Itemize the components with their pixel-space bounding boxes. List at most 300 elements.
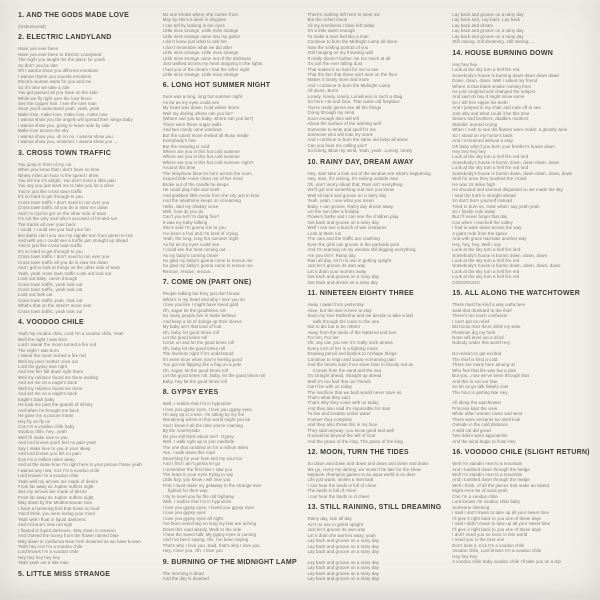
lyric-line: And I tumbled down through the hedge (452, 477, 530, 483)
lyric-line: Soon enough time will tell (307, 115, 359, 121)
lyric-line: Yeah well I float in liquid darkness (18, 516, 86, 522)
lyric-line: Nobody under this world Hey (452, 340, 511, 346)
song-title: 7. COME ON (PART ONE) (162, 279, 252, 287)
lyric-line: So many people live in make believe (162, 313, 236, 319)
lyric-line: Oh, baby let the good times roll (162, 345, 226, 351)
lyric-line: And with you I could see a traffic jam straight up ahead (18, 237, 128, 243)
lyric-line: To live and breathe under water (307, 411, 371, 417)
lyric-line: The lands is full of cheer (307, 488, 357, 494)
lyric-line: And set me on a eagle's back (18, 391, 78, 397)
lyric-line: And I continue to burn the Midnight Lamp (307, 82, 391, 88)
lyric-line: Electric woman waits for you and me (18, 79, 92, 85)
lyric-line: Hello, said my shakey voice (162, 203, 219, 209)
lyric-line: He could play hide and seek (162, 187, 220, 193)
song-title: 10. RAINY DAY, DREAM AWAY (307, 158, 414, 166)
lyric-line: Bizzness man there drink my wine (452, 324, 521, 330)
lyric-line: Way down in California New York drowned as we have known (18, 538, 141, 544)
song-title: 4. VOODOO CHILE (18, 319, 84, 327)
lyric-line: (Where can you be baby, where can you be?) (162, 116, 254, 122)
song-title: 9. BURNING OF THE MIDNIGHT LAMP (162, 558, 297, 566)
lyric-line: I can hear the lands is of cheer (307, 493, 370, 499)
lyric-line: And I continue to burn the same old lamp all alone (307, 137, 409, 143)
lyric-line: And I jumped in my chair and rode off to see (452, 105, 541, 111)
lyrics-column-3 (308, 12, 444, 600)
lyrics-column-1 (18, 12, 154, 600)
lyric-line: There's too much confusion (452, 313, 508, 319)
lyric-line: People talking but they just don't know (162, 291, 240, 297)
lyric-line: And lord knows you felt no pain (18, 451, 81, 457)
lyric-line: But the cutest move melted all those inside (162, 132, 249, 138)
lyric-line: But darlin can't you see my signals turn from green to red (18, 232, 133, 238)
lyric-line: Look at the sky turn a hell fire red lord (452, 165, 529, 171)
lyric-line: I don't know just what to ask her (162, 39, 228, 45)
song-title: 6. LONG HOT SUMMER NIGHT (162, 82, 271, 90)
lyrics-column-2 (163, 12, 299, 600)
lyric-line: Little miss strange, Little miss strange (162, 28, 239, 34)
lyric-line: And Arizona's new red sign (18, 522, 73, 528)
lyric-line: Well sit back and groove on a rainy day (307, 192, 387, 198)
lyric-line: Cross town traffic, yeah look out (18, 287, 83, 293)
lyric-line: They said anyway: you know good and well (307, 427, 395, 433)
lyric-line: Look at them run (307, 230, 342, 236)
lyric-line: He shouted and seemed disgusted so we made the sky (452, 187, 563, 193)
lyric-line: As far as my eyes could see (162, 99, 220, 105)
lyric-line: Little boy, you know I will love you (162, 477, 231, 483)
lyric-line: Lay back and groove on a rainy day (307, 548, 379, 554)
lyric-line: You tell me it's alright, You don't mind a little pain (18, 177, 116, 183)
lyric-line: Lord the gypsy was right (18, 364, 67, 370)
lyric-line: And I'm teaming on my window still digging everything (307, 247, 416, 253)
lyric-line: Wondering where in this world might you be (162, 417, 251, 423)
lyric-line: Rainy day, rain all day (307, 516, 352, 522)
lyric-line: Outside in the cold distance (452, 422, 508, 428)
lyric-line: Well my poor mother cries out (18, 358, 78, 364)
lyric-line: Little miss strange came out of the darkness (162, 55, 252, 61)
lyric-line: It's just the ever falling dust (307, 61, 363, 67)
lyric-line: Now the smiling portrait of you (307, 44, 369, 50)
lyric-line: I wanna say now, Cos I'm a voodoo chile (18, 467, 100, 473)
lyric-line: Hey, man take a look out of the window see what's happening (307, 170, 431, 176)
lyric-line: walk through the noise to the sea (307, 318, 380, 324)
lyric-line: The machine that we built would never save us (307, 389, 402, 395)
lyric-line: Might even be of sand yeah (452, 488, 508, 494)
lyric-line: As far as my eyes could see (162, 241, 220, 247)
lyric-line: When I rush to see the flames were makin' a ghostly wine (452, 127, 568, 133)
lyric-line: And grabbed little Annie from the city just in time (162, 192, 260, 198)
song-title: 1. AND THE GODS MADE LOVE (18, 12, 130, 19)
lyric-line: And with grace had take another way (452, 236, 527, 242)
lyric-line: He took me past the guards of infinity (18, 402, 93, 408)
lyric-line: The night I was born (18, 347, 59, 353)
lyric-line: The tears in your eyes trying to say (162, 471, 234, 477)
lyric-line: Oh baby why'd you burn your brother's house down (452, 143, 555, 149)
lyric-line: You jump in front of my car (18, 161, 72, 167)
lyric-line: And they also said it's impossible for man (307, 405, 391, 411)
lyric-line: Oh I wanna show you different emotions (18, 68, 99, 74)
lyric-line: Somebody's house is burnin down, down, down (452, 252, 548, 258)
lyric-line: I don't need you no more in this world (452, 531, 528, 537)
lyric-line: So glad my baby's gonna come to rescue me (162, 258, 253, 264)
lyric-line: Lay back and groove on a rainy day (452, 28, 524, 34)
lyric-line: And the wind begin to howl Hey (452, 438, 516, 444)
lyric-line: Well I'll make love to you (18, 434, 68, 440)
lyric-line: Hey hey hey (452, 553, 478, 559)
lyric-line: Two riders were approachin (452, 433, 508, 439)
lyric-line: There were these sugar walls (162, 121, 222, 127)
lyric-line: Cross town traffic I don't need to run over you (18, 199, 110, 205)
lyric-line: So it's time we take a ride (18, 84, 70, 90)
lyric-line: Can't you tell I'm doing fine? (162, 214, 220, 220)
lyric-line: Look at the sky turn a hell fire red (452, 258, 520, 264)
lyric-line: Way down by the Mediterranean Sea (18, 500, 92, 506)
lyric-line: Oh, baby, let good times roll (162, 329, 219, 335)
lyric-line: Yeah yeah out a site man (18, 560, 69, 566)
lyric-line: Are you trin?, Rainy day (307, 252, 356, 258)
lyric-line: By the countryside (162, 428, 200, 434)
lyric-line: Soon you'll understand yeah, yeah, yeah (18, 106, 100, 112)
lyric-line: May by she's a devil in disguise (162, 17, 227, 23)
lyric-line: There are many here among us (452, 362, 516, 368)
lyric-line: You get passed all you have on the side (18, 90, 98, 96)
lyric-line: So I left him sippin his teeth (452, 99, 508, 105)
lyric-line: Broke out of the candle he keeps (162, 181, 229, 187)
lyric-line: A giant rode from the space (452, 230, 508, 236)
lyric-line: I've been a fool and I'm tired of crying (162, 230, 238, 236)
lyric-line: It was my baby talking (162, 219, 208, 225)
lyric-line: Well I think, of all the pieces that make an island (452, 482, 549, 488)
lyric-line: The morning is dead (162, 570, 204, 576)
lyric-line: The hour is getting late Hey (452, 389, 508, 395)
lyric-line: So down and down and down and down and down and down (307, 461, 429, 467)
lyric-line: Princess kept the view (452, 405, 498, 411)
lyric-line: Somebody's house is burnin down, down down, down (452, 159, 560, 165)
lyric-line: Lord I swear the moon turned a fire red (18, 342, 97, 348)
lyric-line: You'd think, you were losing your mind (18, 511, 95, 517)
lyric-line: Flowers bathe and I can see the children play (307, 214, 399, 220)
lyric-line: It really doesn't bother me too much at all (307, 55, 391, 61)
lyric-line: You're just like cross town traffic (18, 188, 83, 194)
lyric-line: From far away as Jupiter suffers night (18, 483, 94, 489)
lyric-line: I'm way up in a tree, I'm sitting by my fire (162, 412, 245, 417)
lyric-line: I hear the sweet talk, My gypsy eyes is coming (162, 531, 256, 537)
lyric-line: There must be kind a way outta here (452, 302, 526, 308)
lyric-line: A voodoo chile baby voodoo chile I'll take you on a trip (452, 559, 561, 565)
lyric-line: And I know it all the time you're roaming (162, 422, 243, 428)
lyric-line: Make love, make love, make love, make love (18, 111, 108, 117)
lyric-line: Let the sun take a holiday (307, 208, 360, 214)
lyric-line: Down, down, down, Well I asked my friend (452, 78, 538, 84)
lyric-line: Just why and what could it be this time (452, 110, 530, 116)
lyric-line: And two candy cane windows (162, 127, 222, 133)
lyric-line: Life just warts, smiles a mermaid (307, 477, 374, 483)
lyric-line: So don't burn yourself instead (452, 198, 512, 204)
lyric-line: Have you ever been to Electric Landyland (18, 51, 102, 57)
lyric-line: Cross town traffic, yeah look out (18, 281, 83, 287)
lyric-line: Cos I'm a voodoo chile (452, 493, 498, 499)
lyric-line: So let us go talk falsely now (452, 384, 509, 390)
lyric-line: Baby, hey let the good times roll (162, 378, 227, 384)
lyric-line: No one knows where she comes from (162, 12, 238, 17)
lyric-line: Well my reliance found me there (18, 385, 83, 391)
lyric-line: Plowman dig my herb (452, 329, 496, 335)
lyric-line: I said I don't mean to take up all your sweet time (452, 510, 550, 516)
song-title: 15. ALL ALONG THE WATCHTOWER (452, 290, 581, 298)
lyric-line: I don't remember what we did after (162, 44, 233, 50)
lyric-line: it beats from the sand and the sea (307, 367, 382, 373)
lyric-line: Oh, sugar let the goodtimes roll (162, 307, 226, 313)
lyric-line: Lord knows I'm a voodoo chile (18, 473, 79, 479)
song-title: 3. CROSS TOWN TRAFFIC (18, 149, 112, 157)
lyric-line: Hey, I love you, Oh, I love you (162, 548, 223, 554)
lyric-line: That's why they come with us today (307, 400, 379, 406)
lyric-line: And at the same time I'm right here in your picture frame yeah (18, 462, 142, 468)
lyric-line: Make love across the sky (18, 128, 69, 134)
lyric-line: I could, I could see you had your fun (18, 227, 91, 233)
lyric-line: Well it's too bad that our friends (307, 378, 371, 384)
lyric-line: Voodoo chile, Lord knows I'm a voodoo chile (452, 548, 542, 554)
lyric-line: For her, For her (307, 335, 339, 341)
lyric-line: Just walked across my heart stepping in the lights (162, 61, 263, 67)
lyric-line: Get back and groove on a rainy day (307, 274, 379, 280)
lyric-line: Standin' around crying (452, 121, 498, 127)
lyric-line: Where are you in this hot cold summer night? (162, 159, 254, 165)
lyric-line: I wanna rhyme you sounds emotions (18, 73, 92, 79)
lyric-line: And the grace of the king, The grace of the king (307, 438, 403, 444)
lyric-line: Hey hey hey hey (452, 148, 486, 154)
lyric-line: Hey, man, it's raining, it's raining outside man (307, 176, 399, 182)
lyric-line: All alone, Burn! (307, 88, 339, 94)
song-title: 8. GYPSY EYES (162, 389, 219, 397)
lyric-line: And when he brought me back (18, 407, 79, 413)
lyric-line: You're just like cross town traffic (18, 243, 83, 249)
lyric-line: But the snowing is cold: (162, 143, 211, 149)
lyric-line: Can't be with us today (307, 384, 352, 390)
lyric-line: He gave me a picture frame (18, 413, 74, 419)
lyric-line: Drawing pencil and lipstick to reshape things (307, 351, 397, 357)
lyric-line: I love you gypsy eyes, I love you gypsy eyes (162, 406, 252, 412)
lyric-line: Hey fly on fly on (18, 418, 51, 424)
lyric-line: About the surface of the wishing well (307, 121, 381, 127)
lyric-line: Oh, sugar, let the good times roll (162, 367, 229, 373)
lyric-line: Just let it groove its own way (307, 263, 366, 269)
lyric-line: Cross town traffic all you do is slow me down (18, 259, 108, 265)
lyric-line: The one that rambled on for a million miles (162, 444, 249, 450)
lyric-line: Get back and dream on a rainy day (307, 279, 378, 285)
lyric-line: Continue to burn the Midnight Lamp all alone (307, 39, 398, 45)
lyric-line: My heart was down, Cold winter storm (162, 105, 240, 111)
lyric-line: I wanna show you, uh no no, I wanna show you (18, 133, 113, 139)
lyric-line: Away I await from yesterday (307, 302, 364, 308)
song-title: 13. STILL RAINING, STILL DREAMING (307, 504, 442, 512)
lyric-line: Well, how do you do (162, 208, 204, 214)
song-title: 14. HOUSE BURNING DOWN (452, 49, 554, 57)
lyric-line: Lay back and groove on a rainy day (307, 559, 379, 565)
lyric-line: Eagle's back baby (18, 396, 55, 402)
lyric-line: Yeah well my arrows are made of desire (18, 478, 99, 484)
lyric-line: What's that on the street? move over (18, 303, 92, 309)
lyric-line: See my arrows are made of desire (18, 489, 87, 495)
song-title: 12. MOON, TURN THE TIDES (307, 449, 409, 457)
lyric-line: Get back and groove on a rainy day (307, 219, 379, 225)
lyric-line: Alive, but the war is here to stay (307, 307, 372, 313)
lyric-line: Lord knows I'm a voodoo chile (18, 549, 79, 555)
lyric-line: And the hearts stain from silver blue to bloody red as (307, 362, 414, 368)
lyric-line: Little miss strange, Little miss strange (162, 71, 239, 77)
lyric-line: Do you still think about me? Gypsy (162, 433, 234, 439)
lyric-line: Hey, hey, hey, Well I say (452, 241, 501, 247)
lyric-line: It's so hard to get through to you (18, 248, 83, 254)
lyric-line: From far away as Jupiter suffers night (18, 494, 94, 500)
lyric-line: I have a humming bird that hums so loud (18, 505, 100, 511)
lyric-line: Lay back and dream (452, 22, 493, 28)
lyric-line: You got me flipping like a flag on a pole (162, 362, 242, 368)
lyric-line: Cross town traffic yeah, look out (18, 297, 83, 303)
lyric-line: Lay back and, Lay back, Lay back (452, 17, 521, 23)
lyric-line: And I got to look at things on the other side of town (18, 265, 121, 271)
lyric-line: You say you just want me to take you for a drive (18, 183, 114, 189)
lyric-line: To make a man feel like a man (307, 33, 369, 39)
lyric-line: Still hanging on my frowning wall (307, 50, 374, 56)
lyrics-column-4 (452, 12, 588, 600)
lyric-line: Look out baby, comm through (18, 276, 78, 282)
lyric-line: Somebody's house is burnin down, down down, down, down (452, 170, 573, 176)
lyric-line: I can hear the lands is full of cheer (307, 482, 377, 488)
lyric-line: Oh, say can you see it's really such amess (307, 340, 393, 346)
lyric-line: And I've been saying, Oh, I've been saying (162, 537, 249, 543)
lyric-line: So glad my baby's gonna come to rescue me (162, 263, 253, 269)
lyric-line: I'll give it right back to you one of these days (452, 526, 542, 532)
lyric-line: So here I sit and face, That same old fireplace (307, 99, 400, 105)
lyric-line: Yeah, yeah cross town traffic Look out look out (18, 270, 112, 276)
lyric-line: Down this road weedy, Walk to the side (162, 526, 242, 532)
lyric-line: Someone listening (452, 504, 490, 510)
lyric-line: It's so hard to get through to you (18, 194, 83, 200)
lyric-line: I've been searching so long my feet are aching (162, 521, 257, 527)
lyric-line: Well the night I was born (18, 336, 68, 342)
lyric-line: Even the girls can groove in the parkside pool (307, 241, 400, 247)
lyric-line: Lonely, lonely, lonely, Loneliness is such a drag (307, 93, 403, 99)
lyric-line: And chased the honey from the flower named blue (18, 533, 119, 539)
lyric-line: All my loneliness I have felt today (307, 22, 375, 28)
lyric-line: Well my darling where can you be? (162, 110, 233, 116)
lyric-line: Where are you in this hot cold summer (162, 154, 241, 160)
lyric-line: That's why I love you. Said, that's why I love you (162, 542, 260, 548)
lyric-line: I said I didn't mean to take up all your sweet time (452, 521, 551, 527)
lyric-line: I love you like I might have loved gold (162, 302, 239, 308)
lyric-line: I had you of the dream I had the other night (162, 66, 250, 72)
lyric-line: Say I make love to you in your sleep (18, 445, 91, 451)
lyric-line: Where is that black smoke coming from (452, 83, 532, 89)
lyric-line: Cos I'm a million miles away (18, 456, 75, 462)
lyric-line: Come on and let the good times roll (162, 340, 235, 346)
song-title: 5. LITTLE MISS STRANGE (18, 570, 111, 578)
lyric-line: Well I'm standin next to a mountain (452, 461, 523, 467)
lyric-line: The cars and the traffic are crashing (307, 236, 380, 242)
lyric-line: Where are you in this hot cold summer (162, 148, 241, 154)
lyric-line: Every inch of her is a fighting mess (307, 345, 378, 351)
lyric-line: I wanna show you, going to leave side by side (18, 122, 110, 128)
lyric-line: Cos when I reached the valley (452, 219, 513, 225)
lyric-line: I said the truth is straight ahead (452, 192, 516, 198)
lyric-line: Little miss strange, Little miss strange (162, 50, 239, 56)
lyric-line: We go, Hurry my darling, we mustn't be late for the show (307, 466, 421, 472)
lyric-line: But the velvet moon (307, 17, 348, 23)
lyric-line: Away from the lands of the battered and torn (307, 329, 397, 335)
lyric-line: Around this time (162, 165, 196, 171)
lyric-line: And I tumbled down through the hedge (452, 466, 530, 472)
lyric-line: (Instrumental) (18, 24, 46, 29)
lyric-line: Ninety miles an hour is the speed I drive (18, 172, 99, 178)
lyric-line: Have you ever been (18, 46, 59, 52)
lyric-line: Everybody's fine (162, 138, 196, 144)
lyric-line: That makes it so hard for me to see (307, 66, 379, 72)
lyric-line: Baby, I can groove, Rainy day dream away (307, 203, 394, 209)
lyric-line: Look out look out (18, 292, 53, 298)
lyric-line: Hey hey hey (452, 61, 478, 67)
lyric-line: It would be beyond the will of God (307, 433, 376, 439)
lyric-line: Lay back and groove on a rainy day (307, 538, 379, 544)
lyric-line: Well my reliance found me there waiting (18, 374, 99, 380)
lyric-line: You're really gonna see all the things (307, 104, 382, 110)
lyric-line: And lord knows you'll feel no pain yeah (18, 440, 97, 446)
lyric-line: And this is not our fate (452, 378, 498, 384)
lyric-line: And said oh boy it might snow some (452, 94, 525, 100)
lyric-line: Cos I'm a voodoo chile baby (18, 424, 75, 429)
lyric-line: I swear the moon turned a fire red (18, 353, 86, 359)
lyric-line: Hey hey hey hey hey (18, 554, 61, 560)
lyric-line: While we fly right over the love fence (18, 95, 92, 101)
lyric-line: I'm not the only soul who's accused of hit-and-run (18, 216, 118, 222)
lyric-line: So lonely, Blow my mind, Yeah, yeah...Lonely, lonely (307, 148, 413, 154)
lyric-line: Who feel that life was but a joke (452, 367, 517, 373)
lyric-line: There were servants too Well look (452, 416, 521, 422)
lyric-line: What's in my heart and why I love you so (162, 296, 245, 302)
lyric-line: Lay back and groove on a rainy day (307, 543, 379, 549)
lyric-line: That the fact that these ain't men on the floor (307, 71, 398, 77)
lyric-line: Rescue, rescue, rescue... (162, 268, 214, 274)
lyric-line: Cross town traffic I don't need to run over you (18, 254, 110, 260)
lyric-line: Lay back and groove on a rainy day (452, 33, 524, 39)
lyric-line: I remember the first time I saw you (162, 466, 233, 472)
lyric-line: All along the watchtower (452, 400, 502, 406)
lyric-line: I wanna show you the angels will spread their wings baby (18, 117, 133, 123)
lyric-line: Still raining, still dreaming, still raining..... (452, 39, 535, 45)
lyric-line: The telephone blew its horn across the room (162, 170, 252, 176)
lyric-line: And I'm tryin'to get on the other side of town (18, 210, 107, 216)
lyric-line: I love you gypsy eyes all night (162, 515, 223, 521)
lyric-line: Look at the sky turn a hell fire red lord (452, 154, 529, 160)
lyric-line: I wanna show you, ummmm, I wanna show you .... (18, 139, 119, 145)
lyric-line: Look at the sky turn a hell fire lord (452, 247, 521, 253)
lyric-line: Someone to write and spell for me (307, 126, 377, 132)
lyric-line: But I'll never forget that day (452, 214, 508, 220)
lyric-line: Oh, don't worry about that, Rain isn't everything (307, 181, 403, 187)
lyric-line: The loveless night if it's understood (162, 351, 234, 357)
lyric-line: The thief is kind a cold (452, 356, 498, 362)
lyric-line: fighted for their way (162, 488, 208, 494)
lyric-line: Well I can see a bunch of wet creatures (307, 225, 387, 231)
lyric-line: Scared little Annie clean out of her mind (162, 176, 243, 182)
lyric-line: Yeah, yeah, I see what you mean (307, 198, 374, 204)
lyric-line: Let it drain your worries away (307, 268, 367, 274)
lyric-line: Well for once they toushed the crowd (452, 176, 527, 182)
lyric-line: So I finally rode away (452, 208, 496, 214)
lyric-line: Yeah, the long, long hot summer night (162, 236, 239, 242)
lyric-line: Sure was a long, long hot summer night (162, 94, 243, 100)
lyric-line: Ain't no use in gettin uptight (307, 521, 364, 527)
lyric-line: Somebody's house is burning down down down down (452, 72, 560, 78)
lyric-line: So I stood on my horse's back (452, 132, 513, 138)
